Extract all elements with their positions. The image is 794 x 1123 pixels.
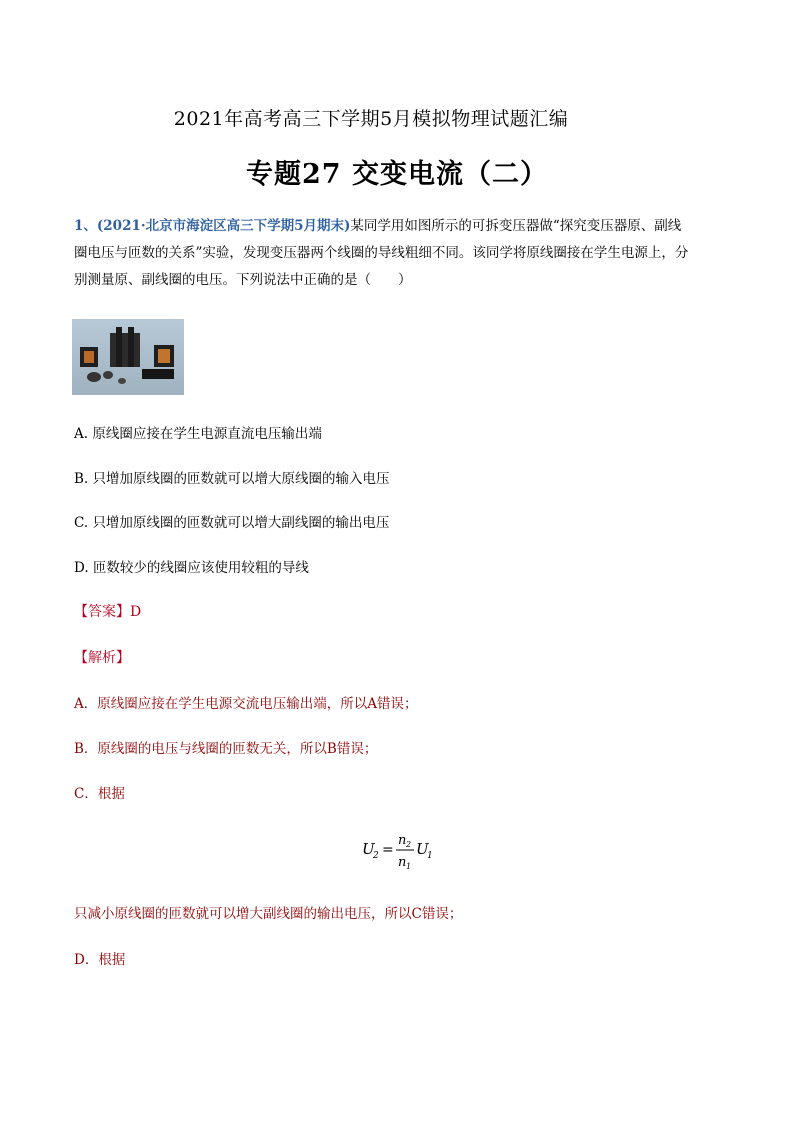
analysis-line-b: B．原线圈的电压与线圈的匝数无关，所以B错误； xyxy=(74,741,378,757)
option-c: C. 只增加原线圈的匝数就可以增大副线圈的输出电压 xyxy=(74,515,390,531)
option-a: A. 原线圈应接在学生电源直流电压输出端 xyxy=(74,426,322,442)
svg-text:U: U xyxy=(416,840,429,858)
svg-text:=: = xyxy=(382,842,394,858)
question-text-line1: 某同学用如图所示的可拆变压器做“探究变压器原、副线 xyxy=(350,218,682,234)
question-1 xyxy=(74,213,724,294)
answer-line xyxy=(74,601,141,621)
option-b: B. 只增加原线圈的匝数就可以增大原线圈的输入电压 xyxy=(74,471,390,487)
question-source: (2021·北京市海淀区高三下学期5月期末) xyxy=(96,218,351,234)
page-title: 专题27 交变电流（二） xyxy=(246,159,548,190)
document-header: 2021年高考高三下学期5月模拟物理试题汇编 xyxy=(173,108,569,130)
analysis-line-a: A．原线圈应接在学生电源交流电压输出端，所以A错误； xyxy=(74,696,418,712)
svg-text:1: 1 xyxy=(406,862,412,871)
question-number: 1、 xyxy=(74,218,97,234)
formula-u2 xyxy=(360,828,480,876)
transformer-photo xyxy=(72,319,184,395)
analysis-line-d: D．根据 xyxy=(74,952,126,968)
option-d: D. 匝数较少的线圈应该使用较粗的导线 xyxy=(74,560,309,576)
svg-text:2: 2 xyxy=(406,840,412,849)
answer-tag: 【答案】 xyxy=(74,604,130,620)
svg-text:1: 1 xyxy=(427,851,433,861)
svg-text:2: 2 xyxy=(373,851,379,861)
svg-text:n: n xyxy=(398,855,407,870)
svg-text:n: n xyxy=(398,833,407,848)
question-text-line3: 别测量原、副线圈的电压。下列说法中正确的是（ ） xyxy=(74,272,412,288)
answer-value: D xyxy=(130,604,142,620)
analysis-line-c: C．根据 xyxy=(74,786,125,802)
analysis-line-c2: 只减小原线圈的匝数就可以增大副线圈的输出电压，所以C错误； xyxy=(74,906,463,922)
analysis-tag: 【解析】 xyxy=(74,650,130,666)
svg-text:U: U xyxy=(362,840,375,858)
question-text-line2: 圈电压与匝数的关系”实验，发现变压器两个线圈的导线粗细不同。该同学将原线圈接在学生电源上，分 xyxy=(74,245,689,261)
